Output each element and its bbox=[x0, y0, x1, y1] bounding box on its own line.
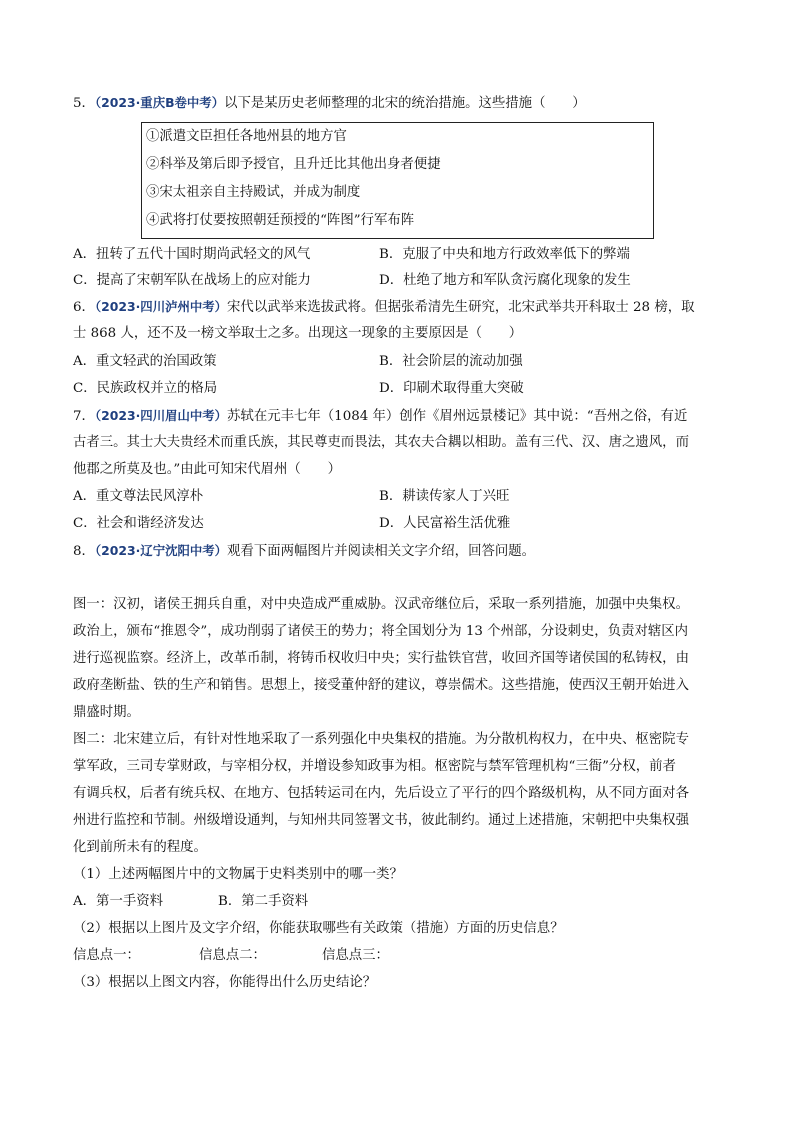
q8-sub-question-3: （3）根据以上图文内容，你能得出什么历史结论？ bbox=[73, 975, 377, 990]
q6-option-d[interactable]: D．印刷术取得重大突破 bbox=[379, 381, 524, 396]
q5-box-item-2: ②科举及第后即予授官，且升迁比其他出身者便捷 bbox=[146, 157, 441, 172]
q8-fig1-line-1: 图一：汉初，诸侯王拥兵自重，对中央造成严重威胁。汉武帝继位后，采取一系列措施，加强中央集权。 bbox=[73, 597, 689, 612]
q8-sub1-option-a[interactable]: A．第一手资料 bbox=[73, 894, 164, 909]
q6-source: （2023·四川泸州中考） bbox=[94, 299, 228, 314]
q8-fig1-line-2: 政治上，颁布“推恩令”，成功削弱了诸侯王的势力；将全国划分为 13 个州部，分设刺史，负责对辖区内 bbox=[73, 624, 689, 639]
q5-option-c[interactable]: C．提高了宋朝军队在战场上的应对能力 bbox=[73, 273, 311, 288]
q8-number: 8． bbox=[73, 544, 95, 559]
q8-info-point-1: 信息点一： bbox=[73, 948, 140, 963]
q7-option-c[interactable]: C．社会和谐经济发达 bbox=[73, 516, 204, 531]
q8-fig2-line-3: 有调兵权，后者有统兵权、在地方、包括转运司在内，先后设立了平行的四个路级机构，从不同方面对各 bbox=[73, 786, 689, 801]
q8-fig2-line-5: 化到前所未有的程度。 bbox=[73, 840, 207, 855]
q6-stem-line-1 bbox=[73, 298, 695, 317]
q8-stem-line bbox=[73, 542, 535, 561]
q5-option-a[interactable]: A．扭转了五代十国时期尚武轻文的风气 bbox=[73, 247, 311, 262]
q8-stem: 观看下面两幅图片并阅读相关文字介绍，回答问题。 bbox=[227, 544, 536, 559]
q7-option-d[interactable]: D．人民富裕生活优雅 bbox=[379, 516, 511, 531]
q5-box-item-1: ①派遣文臣担任各地州县的地方官 bbox=[146, 129, 347, 144]
q6-option-c[interactable]: C．民族政权并立的格局 bbox=[73, 381, 218, 396]
q5-source: （2023·重庆B卷中考） bbox=[94, 95, 225, 110]
q8-fig1-line-3: 进行巡视监察。经济上，改革币制，将铸币权收归中央；实行盐铁官营，收回齐国等诸侯国的私铸权，由 bbox=[73, 651, 689, 666]
q8-info-point-2: 信息点二： bbox=[199, 948, 266, 963]
q7-stem-1: 苏轼在元丰七年（1084 年）创作《眉州远景楼记》其中说：“吾州之俗，有近 bbox=[227, 409, 688, 424]
q8-sub1-option-b[interactable]: B．第二手资料 bbox=[218, 894, 309, 909]
q6-number: 6． bbox=[73, 300, 95, 315]
q5-option-d[interactable]: D．杜绝了地方和军队贪污腐化现象的发生 bbox=[379, 273, 631, 288]
q8-source: （2023·辽宁沈阳中考） bbox=[94, 543, 228, 558]
q5-stem-line bbox=[73, 94, 586, 113]
q7-number: 7． bbox=[73, 409, 95, 424]
q8-fig1-line-4: 政府垄断盐、铁的生产和销售。思想上，接受董仲舒的建议，尊崇儒术。这些措施，使西汉王朝开始进入 bbox=[73, 678, 689, 693]
q7-source: （2023·四川眉山中考） bbox=[94, 408, 228, 423]
q5-measures-box bbox=[141, 122, 654, 239]
q7-stem-line-1 bbox=[73, 407, 687, 426]
q6-stem-line-2: 士 868 人，还不及一榜文举取士之多。出现这一现象的主要原因是（ ） bbox=[73, 326, 523, 341]
q5-number: 5． bbox=[73, 96, 95, 111]
q7-option-a[interactable]: A．重文尊法民风淳朴 bbox=[73, 489, 204, 504]
q6-stem-1: 宋代以武举来选拔武将。但据张希清先生研究，北宋武举共开科取士 28 榜，取 bbox=[227, 300, 695, 315]
q6-option-a[interactable]: A．重文轻武的治国政策 bbox=[73, 354, 217, 369]
q5-box-item-3: ③宋太祖亲自主持殿试，并成为制度 bbox=[146, 185, 361, 200]
q5-stem: 以下是某历史老师整理的北宋的统治措施。这些措施（ ） bbox=[224, 96, 586, 111]
q8-fig1-line-5: 鼎盛时期。 bbox=[73, 705, 140, 720]
q7-stem-line-3: 他郡之所莫及也。”由此可知宋代眉州（ ） bbox=[73, 462, 341, 477]
q8-sub-question-2: （2）根据以上图片及文字介绍，你能获取哪些有关政策（措施）方面的历史信息？ bbox=[73, 921, 564, 936]
q5-option-b[interactable]: B．克服了中央和地方行政效率低下的弊端 bbox=[379, 247, 630, 262]
q8-info-point-3: 信息点三： bbox=[322, 948, 389, 963]
q8-fig2-line-1: 图二：北宋建立后，有针对性地采取了一系列强化中央集权的措施。为分散机构权力，在中央、枢密院专 bbox=[73, 732, 689, 747]
q6-option-b[interactable]: B．社会阶层的流动加强 bbox=[379, 354, 523, 369]
q7-option-b[interactable]: B．耕读传家人丁兴旺 bbox=[379, 489, 510, 504]
q8-sub-question-1: （1）上述两幅图片中的文物属于史料类别中的哪一类？ bbox=[73, 867, 403, 882]
q8-fig2-line-4: 州进行监控和节制。州级增设通判，与知州共同签署文书，彼此制约。通过上述措施，宋朝把中央集权强 bbox=[73, 813, 689, 828]
q7-stem-line-2: 古者三。其士大夫贵经术而重氏族，其民尊吏而畏法，其农夫合耦以相助。盖有三代、汉、唐之遗风，而 bbox=[73, 435, 689, 450]
q5-box-item-4: ④武将打仗要按照朝廷预授的“阵图”行军布阵 bbox=[146, 213, 415, 228]
q8-fig2-line-2: 掌军政，三司专掌财政，与宰相分权，并增设参知政事为相。枢密院与禁军管理机构“三衙”分权，前者 bbox=[73, 759, 676, 774]
